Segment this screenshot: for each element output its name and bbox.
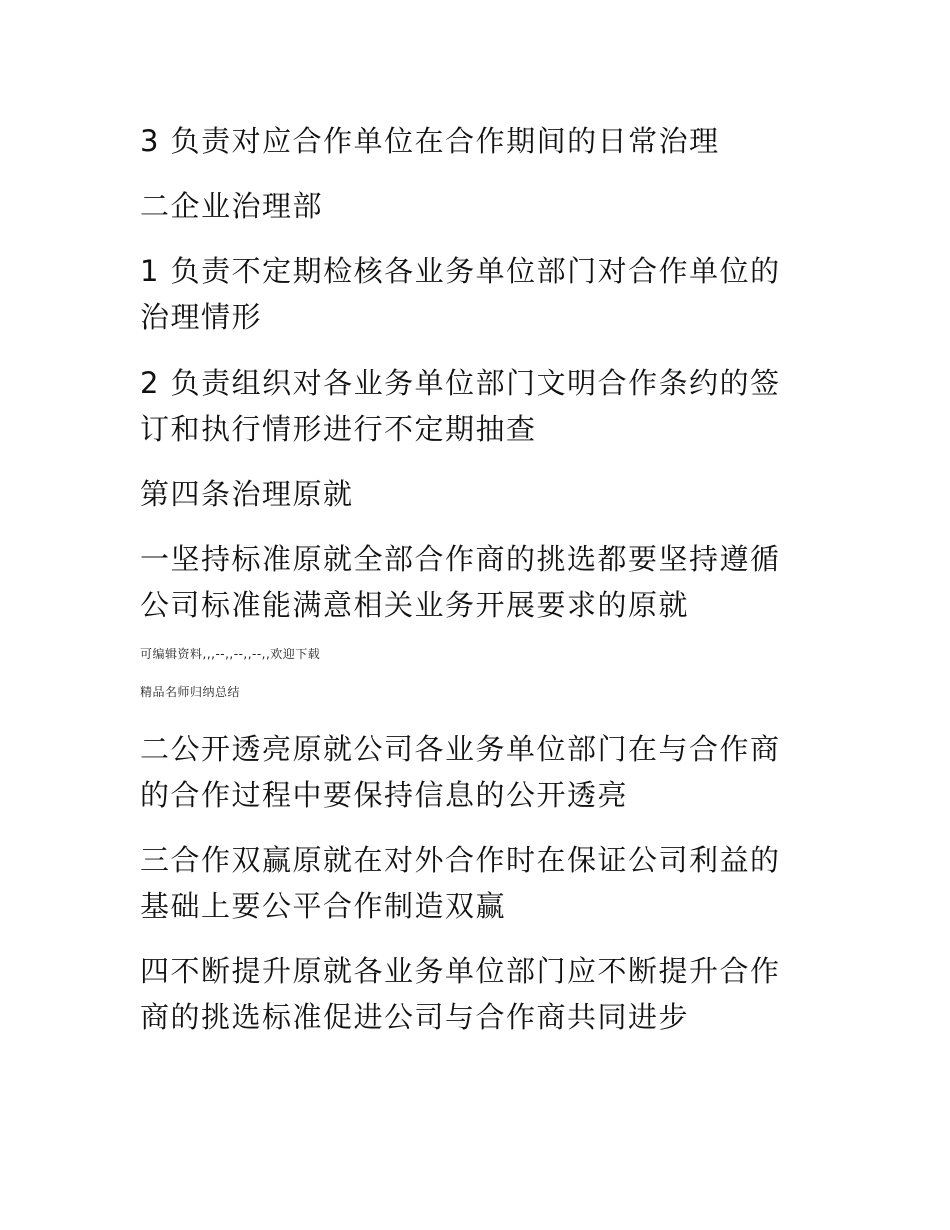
heading-enterprise-management-dept: 二企业治理部 xyxy=(140,189,324,223)
summary-note: 精品名师归纳总结 xyxy=(140,685,241,699)
paragraph-principle-4: 四不断提升原就各业务单位部门应不断提升合作商的挑选标准促进公司与合作商共同进步 xyxy=(140,954,781,1034)
paragraph-duty-1: 1 负责不定期检核各业务单位部门对合作单位的治理情形 xyxy=(140,254,781,334)
paragraph-duty-2: 2 负责组织对各业务单位部门文明合作条约的签订和执行情形进行不定期抽查 xyxy=(140,366,781,446)
paragraph-principle-1: 一坚持标准原就全部合作商的挑选都要坚持遵循公司标准能满意相关业务开展要求的原就 xyxy=(140,542,781,622)
paragraph-duty-3: 3 负责对应合作单位在合作期间的日常治理 xyxy=(140,124,720,158)
paragraph-principle-2: 二公开透亮原就公司各业务单位部门在与合作商的合作过程中要保持信息的公开透亮 xyxy=(140,732,781,812)
editable-note: 可编辑资料,,,--,,--,,--,,欢迎下载 xyxy=(140,647,321,661)
paragraph-principle-3: 三合作双赢原就在对外合作时在保证公司利益的基础上要公平合作制造双赢 xyxy=(140,843,781,923)
heading-article-4: 第四条治理原就 xyxy=(140,477,354,511)
